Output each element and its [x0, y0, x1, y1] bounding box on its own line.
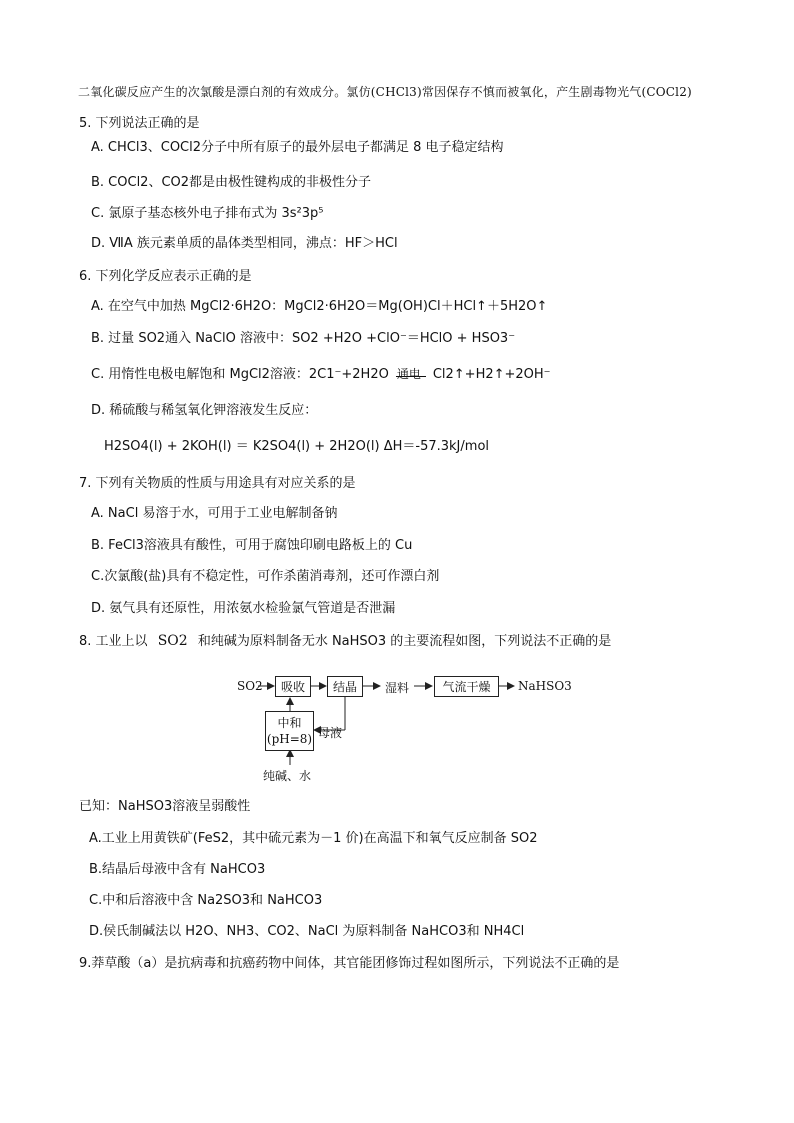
q8-known: 已知：NaHSO3溶液呈弱酸性 — [79, 799, 251, 814]
q7-option-c: C.次氯酸(盐)具有不稳定性，可作杀菌消毒剂，还可作漂白剂 — [91, 569, 440, 584]
flow-neutral-ph: (pH=8) — [266, 732, 313, 746]
flow-absorb-box — [275, 676, 311, 697]
flow-feed-label: 纯碱、水 — [263, 769, 312, 783]
q6-option-b: B. 过量 SO2通入 NaClO 溶液中：SO2 +H2O +ClO⁻＝HClO + HSO3⁻ — [91, 331, 516, 346]
q5-option-c: C. 氯原子基态核外电子排布式为 3s²3p⁵ — [91, 206, 324, 221]
flow-dry-box — [434, 676, 499, 697]
intro-text: 二氧化碳反应产生的次氯酸是漂白剂的有效成分。氯仿(CHCl3)常因保存不慎而被氧化，产生剧毒物光气(COCl2) — [78, 85, 692, 99]
q9-stem: 9.莽草酸（a）是抗病毒和抗癌药物中间体，其官能团修饰过程如图所示，下列说法不正确的是 — [79, 956, 620, 971]
q6-option-c-lhs: C. 用惰性电极电解饱和 MgCl2溶液：2C1⁻+2H2O — [91, 367, 389, 382]
q8-option-c: C.中和后溶液中含 Na2SO3和 NaHCO3 — [89, 893, 323, 908]
q6-option-a: A. 在空气中加热 MgCl2·6H2O：MgCl2·6H2O＝Mg(OH)Cl＋HCl↑＋5H2O↑ — [91, 299, 548, 314]
q5-option-b: B. COCl2、CO2都是由极性键构成的非极性分子 — [91, 175, 372, 190]
q7-stem: 7. 下列有关物质的性质与用途具有对应关系的是 — [79, 476, 356, 491]
q7-option-d: D. 氨气具有还原性，用浓氨水检验氯气管道是否泄漏 — [91, 601, 396, 616]
q8-stem-post: 和纯碱为原料制备无水 NaHSO3 的主要流程如图，下列说法不正确的是 — [197, 634, 612, 649]
q5-option-a: A. CHCl3、COCl2分子中所有原子的最外层电子都满足 8 电子稳定结构 — [91, 140, 504, 155]
flow-wet-label: 湿料 — [385, 681, 410, 695]
q5-option-d: D. ⅦA 族元素单质的晶体类型相同，沸点：HF＞HCl — [91, 236, 398, 251]
q6-option-c-rhs: Cl2↑+H2↑+2OH⁻ — [432, 367, 551, 382]
flow-product-label: NaHSO3 — [518, 679, 572, 693]
q8-stem-so2: SO2 — [157, 633, 188, 649]
q8-option-a: A.工业上用黄铁矿(FeS2，其中硫元素为－1 价)在高温下和氧气反应制备 SO2 — [89, 831, 538, 846]
q7-option-a: A. NaCl 易溶于水，可用于工业电解制备钠 — [91, 506, 338, 521]
flow-mother-label: 母液 — [318, 726, 343, 740]
flow-crystal-label: 结晶 — [332, 680, 357, 694]
q6-option-d: D. 稀硫酸与稀氢氧化钾溶液发生反应： — [91, 403, 318, 418]
q8-stem-pre: 8. 工业上以 — [79, 634, 148, 649]
flow-neutral-box — [265, 711, 314, 751]
flow-crystal-box — [327, 676, 363, 697]
flow-neutral-label: 中和 — [277, 716, 302, 730]
q6-stem: 6. 下列化学反应表示正确的是 — [79, 269, 252, 284]
flow-dry-label: 气流干燥 — [442, 680, 491, 694]
flow-so2-label: SO2 — [237, 679, 263, 693]
q8-option-b: B.结晶后母液中含有 NaHCO3 — [89, 862, 266, 877]
electrolysis-label: 通电 — [396, 367, 421, 381]
q8-option-d: D.侯氏制碱法以 H2O、NH3、CO2、NaCl 为原料制备 NaHCO3和 NH4Cl — [89, 924, 525, 939]
q5-stem: 5. 下列说法正确的是 — [79, 116, 200, 131]
q6-option-d-equation: H2SO4(l) + 2KOH(l) ＝ K2SO4(l) + 2H2O(l) ΔH＝-57.3kJ/mol — [104, 439, 490, 454]
flow-absorb-label: 吸收 — [280, 680, 305, 694]
q7-option-b: B. FeCl3溶液具有酸性，可用于腐蚀印刷电路板上的 Cu — [91, 538, 413, 553]
